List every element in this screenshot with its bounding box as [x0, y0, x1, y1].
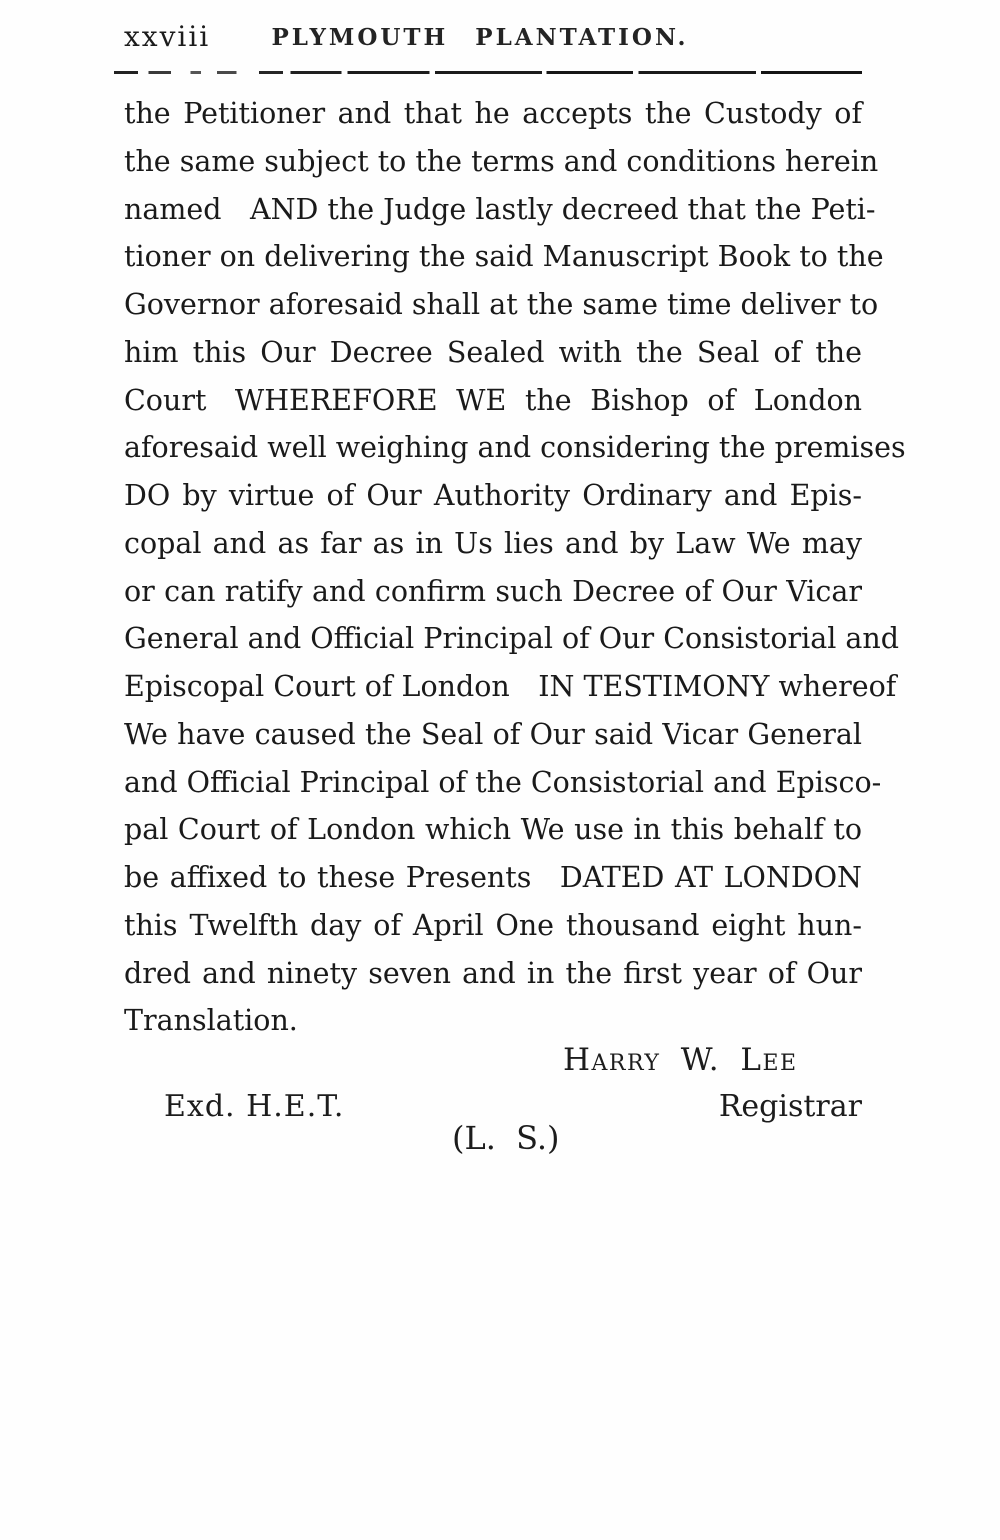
text-line: this Twelfth day of April One thousand eight hun-	[124, 908, 862, 942]
signature-name: Harry W. Lee	[563, 1042, 798, 1078]
seal-mark: (L. S.)	[452, 1119, 560, 1157]
text-line: Translation.	[124, 1004, 298, 1038]
text-line: dred and ninety seven and in the first year of Our	[124, 956, 862, 990]
running-title: PLYMOUTH PLANTATION.	[271, 24, 689, 51]
text-line: tioner on delivering the said Manuscript Book to the	[124, 240, 884, 274]
registrar-title: Registrar	[718, 1089, 862, 1124]
text-line: DO by virtue of Our Authority Ordinary and Epis-	[124, 479, 862, 512]
text-line: Court WHEREFORE WE the Bishop of London	[124, 383, 862, 417]
examined-note: Exd. H.E.T.	[164, 1089, 345, 1124]
text-line: pal Court of London which We use in this behalf to	[124, 813, 862, 847]
text-line: We have caused the Seal of Our said Vicar General	[124, 717, 862, 751]
text-line: copal and as far as in Us lies and by Law We may	[124, 526, 862, 560]
text-line: and Official Principal of the Consistorial and Episco-	[124, 765, 882, 799]
text-line: Governor aforesaid shall at the same time deliver to	[124, 288, 879, 321]
text-line: him this Our Decree Sealed with the Seal of the	[124, 335, 862, 369]
page-number: xxviii	[124, 20, 211, 53]
text-line: General and Official Principal of Our Consistorial and	[124, 622, 899, 656]
text-line: the same subject to the terms and conditions herein	[124, 144, 879, 178]
text-line: named AND the Judge lastly decreed that the Peti-	[124, 192, 876, 226]
text-line: aforesaid well weighing and considering the premises	[124, 431, 906, 465]
text-line: Episcopal Court of London IN TESTIMONY whereof	[124, 670, 897, 703]
text-line: the Petitioner and that he accepts the Custody of	[124, 97, 862, 130]
text-line: be affixed to these Presents DATED AT LONDON	[124, 861, 862, 894]
text-line: or can ratify and confirm such Decree of Our Vicar	[124, 574, 862, 608]
header-rule	[114, 71, 862, 74]
decree-text	[124, 90, 906, 1045]
